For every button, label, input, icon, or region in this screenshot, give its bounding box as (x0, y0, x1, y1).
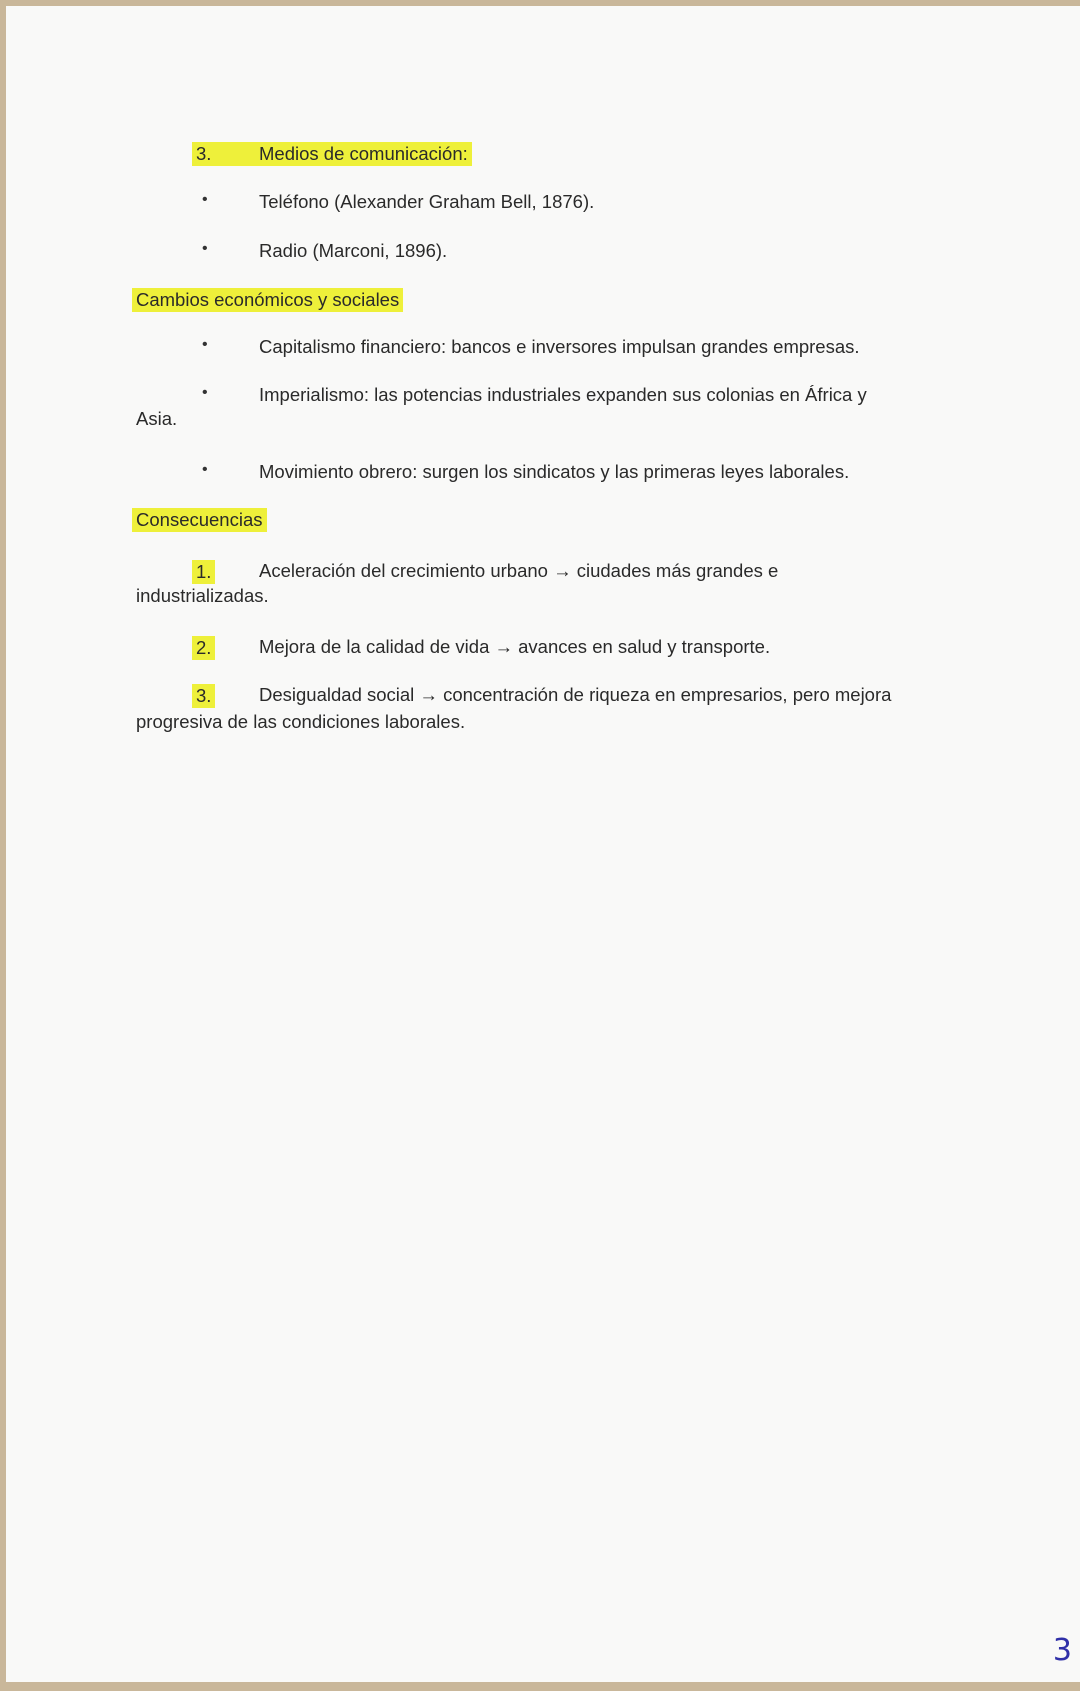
list-item: Desigualdad social → concentración de riqueza en empresarios, pero mejora (259, 684, 892, 705)
item-number: 2. (192, 636, 215, 660)
list-item: Mejora de la calidad de vida → avances en salud y transporte. (259, 636, 771, 657)
list-item-continuation: progresiva de las condiciones laborales. (136, 711, 466, 732)
media-title: Medios de comunicación: (255, 142, 472, 166)
media-number: 3. (192, 142, 279, 166)
bullet: • (202, 384, 208, 401)
bullet: • (202, 191, 208, 208)
item-number: 3. (192, 684, 215, 708)
bullet: • (202, 336, 208, 353)
list-item: Aceleración del crecimiento urbano → ciudades más grandes e (259, 560, 779, 581)
list-item: Capitalismo financiero: bancos e inversores impulsan grandes empresas. (259, 336, 860, 357)
list-item: Movimiento obrero: surgen los sindicatos y las primeras leyes laborales. (259, 461, 850, 482)
list-item: Radio (Marconi, 1896). (259, 240, 448, 261)
changes-heading: Cambios económicos y sociales (132, 288, 403, 312)
list-item-continuation: Asia. (136, 408, 178, 429)
document-page (6, 6, 1080, 1682)
bullet: • (202, 240, 208, 257)
item-number: 1. (192, 560, 215, 584)
page-number: 3 (1052, 1633, 1072, 1668)
consequences-heading: Consecuencias (132, 508, 267, 532)
bullet: • (202, 461, 208, 478)
list-item-continuation: industrializadas. (136, 585, 269, 606)
list-item: Imperialismo: las potencias industriales expanden sus colonias en África y (259, 384, 867, 405)
list-item: Teléfono (Alexander Graham Bell, 1876). (259, 191, 595, 212)
